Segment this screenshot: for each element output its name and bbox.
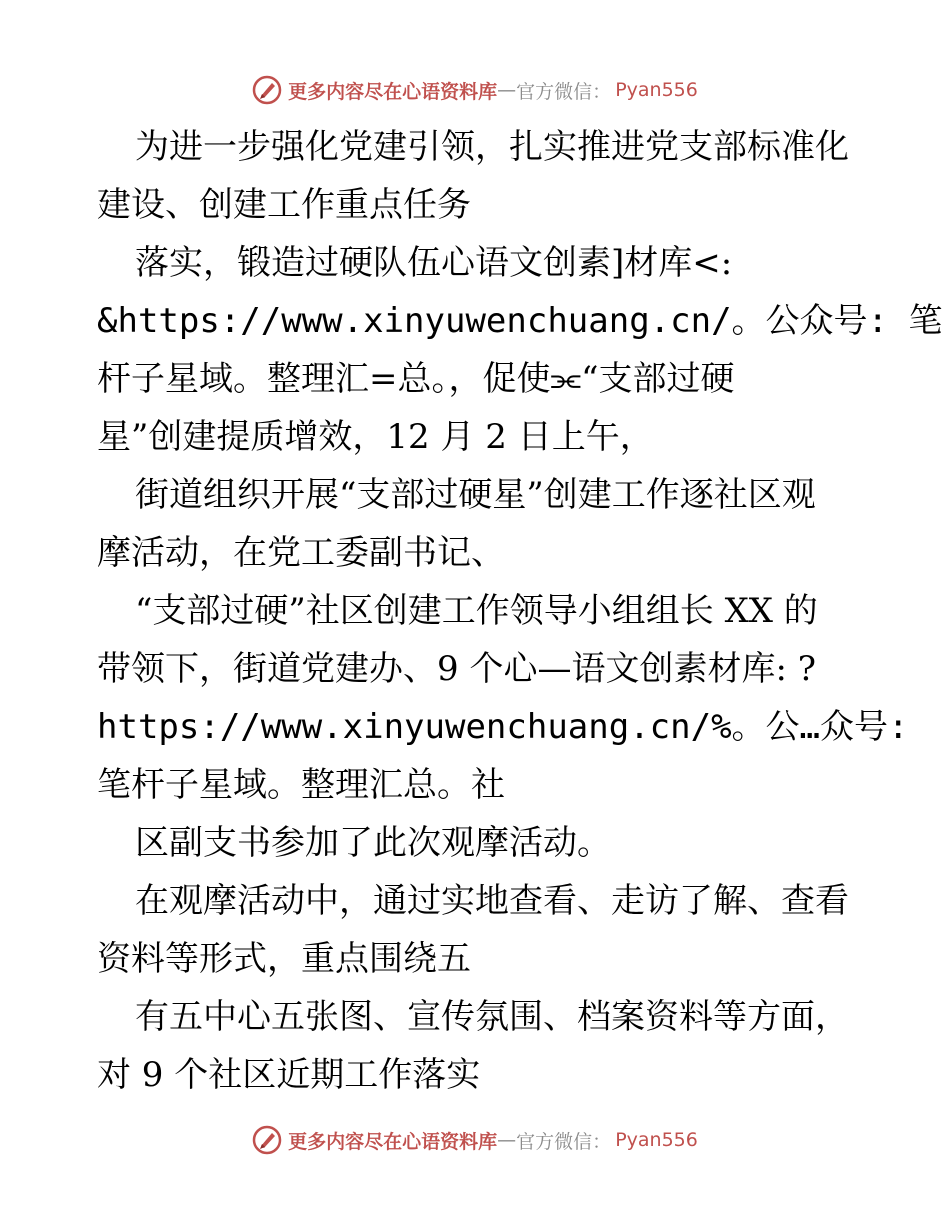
footer-banner xyxy=(0,1122,950,1158)
body-line: 有五中心五张图、宣传氛围、档案资料等方面， xyxy=(135,997,849,1037)
brand-logo-icon xyxy=(252,1125,282,1155)
body-line: 为进一步强化党建引领，扎实推进党支部标准化 xyxy=(135,127,849,167)
body-line: &https://www.xinyuwenchuang.cn/。公众号: 笔 xyxy=(97,301,943,341)
body-line: “支部过硬”社区创建工作领导小组组长 XX 的 xyxy=(135,591,818,631)
body-line: 星”创建提质增效，12 月 2 日上午， xyxy=(97,417,654,457)
footer-wechat-label: 官方微信： xyxy=(516,1130,612,1153)
body-line: 杆子星域。整理汇=总。，促使⫘“支部过硬 xyxy=(97,359,735,399)
body-line: 街道组织开展“支部过硬星”创建工作逐社区观 xyxy=(135,475,816,515)
body-line: 在观摩活动中，通过实地查看、走访了解、查看 xyxy=(135,881,849,921)
footer-separator: — xyxy=(497,1129,517,1151)
footer-wechat-id: Pyan556 xyxy=(615,1129,698,1151)
body-line: 笔杆子星域。整理汇总。社 xyxy=(97,765,505,805)
body-line: 摩活动，在党工委副书记、 xyxy=(97,533,505,573)
body-line: 带领下，街道党建办、9 个心—语文创素材库: ? xyxy=(97,649,816,689)
header-banner xyxy=(0,72,950,108)
header-separator: — xyxy=(497,79,517,101)
body-line: 资料等形式，重点围绕五 xyxy=(97,939,471,979)
body-line: 建设、创建工作重点任务 xyxy=(97,185,471,225)
footer-title: 更多内容尽在心语资料库 xyxy=(288,1130,498,1153)
document-body xyxy=(97,118,943,1104)
body-line: https://www.xinyuwenchuang.cn/%。公…众号: xyxy=(97,707,909,747)
body-line: 区副支书参加了此次观摩活动。 xyxy=(135,823,611,863)
header-title: 更多内容尽在心语资料库 xyxy=(288,80,498,103)
header-wechat-label: 官方微信： xyxy=(516,80,612,103)
body-line: 落实，锻造过硬队伍心语文创素]材库<: xyxy=(135,243,733,283)
header-wechat-id: Pyan556 xyxy=(615,79,698,101)
brand-logo-icon xyxy=(252,75,282,105)
body-line: 对 9 个社区近期工作落实 xyxy=(97,1055,481,1095)
